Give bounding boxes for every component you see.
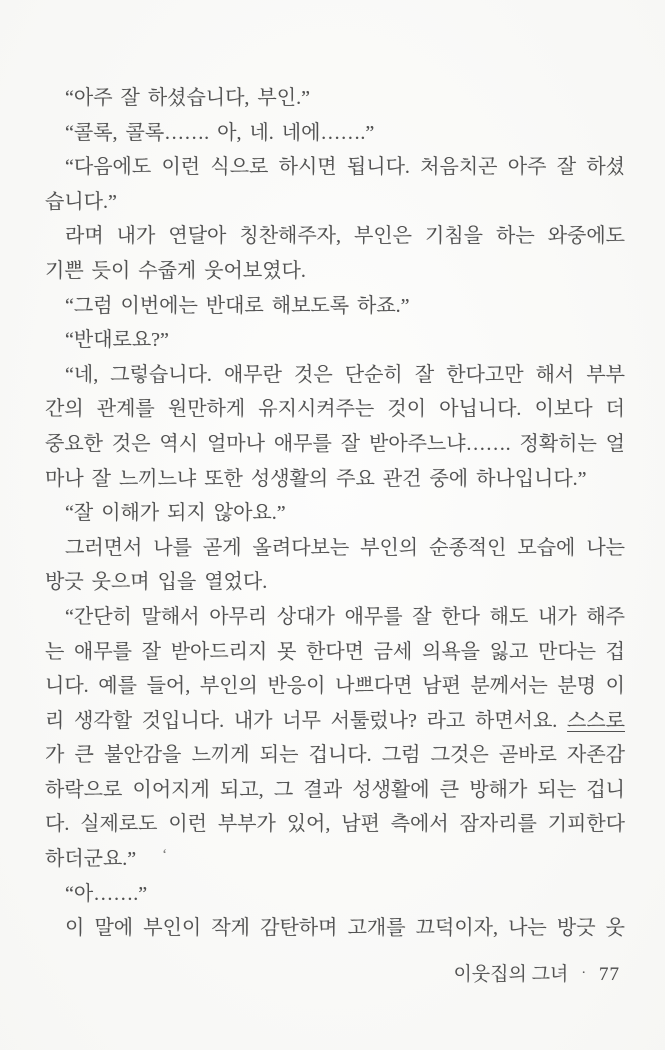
line-text: 기쁜 듯이 수줍게 웃어보였다. <box>45 259 306 282</box>
line-text: 리 생각할 것입니다. 내가 너무 서툴렀나? 라고 하면서요. <box>45 709 568 732</box>
text-line <box>45 392 625 427</box>
text-line <box>45 358 625 393</box>
line-text: “잘 이해가 되지 않아요.” <box>65 502 286 525</box>
text-line <box>45 219 625 254</box>
text-line <box>45 254 625 289</box>
line-text: “네, 그렇습니다. 애무란 것은 단순히 잘 한다고만 해서 부부 <box>65 363 625 386</box>
line-text: “아…….” <box>65 882 148 905</box>
line-text: 그러면서 나를 곧게 올려다보는 부인의 순종적인 모습에 나는 <box>65 536 625 559</box>
paragraph <box>45 600 625 877</box>
text-line <box>45 877 625 912</box>
line-text: 가 큰 불안감을 느끼게 되는 겁니다. 그럼 그것은 곧바로 자존감 <box>45 744 625 767</box>
line-text: “아주 잘 하셨습니다, 부인.” <box>65 87 310 109</box>
line-text: “다음에도 이런 식으로 하시면 됩니다. 처음치곤 아주 잘 하셨 <box>65 156 625 179</box>
text-line <box>45 150 625 185</box>
text-line <box>45 323 625 358</box>
line-text: 다. 실제로도 이런 부부가 있어, 남편 측에서 잠자리를 기피한다 <box>45 813 625 836</box>
page-footer <box>0 960 665 989</box>
paragraph <box>45 358 625 496</box>
underlined-word: 스스로 <box>567 709 625 732</box>
line-text: 이 말에 부인이 작게 감탄하며 고개를 끄덕이자, 나는 방긋 웃 <box>65 917 625 940</box>
paragraph <box>45 81 625 116</box>
footer-separator-dot: · <box>581 965 586 981</box>
paragraph <box>45 531 625 600</box>
text-line <box>45 81 625 116</box>
text-line <box>45 531 625 566</box>
paragraph <box>45 877 625 912</box>
paragraph <box>45 496 625 531</box>
line-text: “그럼 이번에는 반대로 해보도록 하죠.” <box>65 294 410 317</box>
footer-page-number: 77 <box>599 963 620 985</box>
paragraph <box>45 150 625 219</box>
line-text: 라며 내가 연달아 칭찬해주자, 부인은 기침을 하는 와중에도 <box>65 225 625 248</box>
text-line <box>45 462 625 497</box>
paragraph <box>45 219 625 288</box>
line-text: “간단히 말해서 아무리 상대가 애무를 잘 한다 해도 내가 해주 <box>65 605 625 628</box>
line-text: “반대로요?” <box>65 329 169 352</box>
footer-book-title: 이웃집의 그녀 <box>453 963 569 985</box>
text-line <box>45 496 625 531</box>
line-text: 방긋 웃으며 입을 열었다. <box>45 571 268 594</box>
text-line <box>45 635 625 670</box>
text-line <box>45 600 625 635</box>
line-text: 중요한 것은 역시 얼마나 애무를 잘 받아주느냐……. 정확히는 얼 <box>45 432 625 455</box>
line-text: 니다. 예를 들어, 부인의 반응이 나쁘다면 남편 분께서는 분명 이 <box>45 675 625 698</box>
paragraph <box>45 323 625 358</box>
line-text: 하락으로 이어지게 되고, 그 결과 성생활에 큰 방해가 되는 겁니 <box>45 778 625 801</box>
paragraph <box>45 289 625 324</box>
text-line <box>45 427 625 462</box>
text-line <box>45 773 625 808</box>
line-text: 마나 잘 느끼느냐 또한 성생활의 주요 관건 중에 하나입니다.” <box>45 467 587 490</box>
line-text: 간의 관계를 원만하게 유지시켜주는 것이 아닙니다. 이보다 더 <box>45 398 625 421</box>
text-line <box>45 842 625 877</box>
line-text: 는 애무를 잘 받아드리지 못 한다면 금세 의욕을 잃고 만다는 겁 <box>45 640 625 663</box>
text-line <box>45 185 625 220</box>
stray-mark: ‘ <box>162 847 168 864</box>
line-text: 습니다.” <box>45 190 117 213</box>
text-line <box>45 565 625 600</box>
paragraph <box>45 116 625 151</box>
text-line <box>45 807 625 842</box>
text-line <box>45 116 625 151</box>
line-text: “콜록, 콜록……. 아, 네. 네에…….” <box>65 121 375 144</box>
text-line <box>45 704 625 739</box>
paragraph <box>45 911 625 946</box>
text-line <box>45 911 625 946</box>
text-line <box>45 289 625 324</box>
line-text: 하더군요.” <box>45 848 137 871</box>
text-line <box>45 669 625 704</box>
text-line <box>45 738 625 773</box>
